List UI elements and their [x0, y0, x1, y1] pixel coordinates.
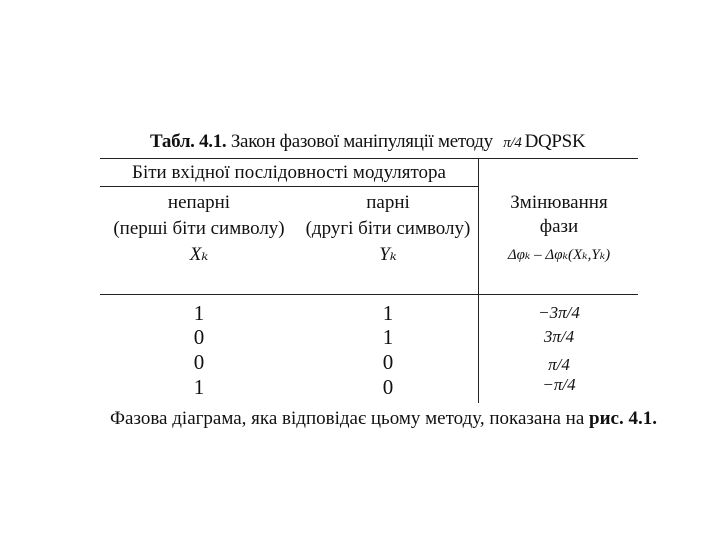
row3-phase: π/4	[548, 355, 570, 374]
row2-y: 1	[382, 325, 394, 349]
caption-text: Закон фазової маніпуляції методу	[230, 131, 493, 152]
row1-phase: −3π/4	[538, 303, 580, 322]
group-header-rule	[100, 186, 478, 187]
caption-math: π/4	[503, 135, 522, 151]
row3-y: 0	[382, 350, 394, 374]
header-bottom-rule	[100, 294, 638, 295]
caption-method: DQPSK	[524, 131, 586, 152]
row2-phase: 3π/4	[543, 327, 575, 346]
caption-label: Табл. 4.1.	[150, 131, 227, 152]
row1-x: 1	[193, 301, 205, 325]
header-group-label: Біти вхідної послідовності модулятора	[132, 162, 446, 183]
col1-var: Xₖ	[189, 244, 209, 265]
table-caption	[150, 131, 585, 153]
row1-y: 1	[382, 301, 394, 325]
column-divider	[478, 158, 479, 403]
col3-title-line1: Змінювання	[510, 192, 608, 213]
footer-text: Фазова діаграма, яка відповідає цьому методу, показана на	[110, 408, 585, 429]
col2-subtitle: (другі біти символу)	[305, 218, 471, 239]
col2-title: парні	[366, 192, 410, 213]
phase-table	[100, 158, 638, 403]
figure-reference: рис. 4.1.	[589, 408, 657, 429]
col3-title-line2: фази	[539, 216, 579, 237]
table-top-rule	[100, 158, 638, 159]
row4-x: 1	[193, 375, 205, 399]
col1-title: непарні	[167, 192, 231, 213]
footer-paragraph	[110, 408, 657, 430]
row4-phase: −π/4	[542, 375, 576, 394]
row3-x: 0	[193, 350, 205, 374]
col1-subtitle: (перші біти символу)	[113, 218, 285, 239]
col2-var: Yₖ	[379, 244, 397, 265]
row2-x: 0	[193, 325, 205, 349]
col3-formula: Δφₖ – Δφₖ(Xₖ,Yₖ)	[507, 247, 611, 263]
row4-y: 0	[382, 375, 394, 399]
